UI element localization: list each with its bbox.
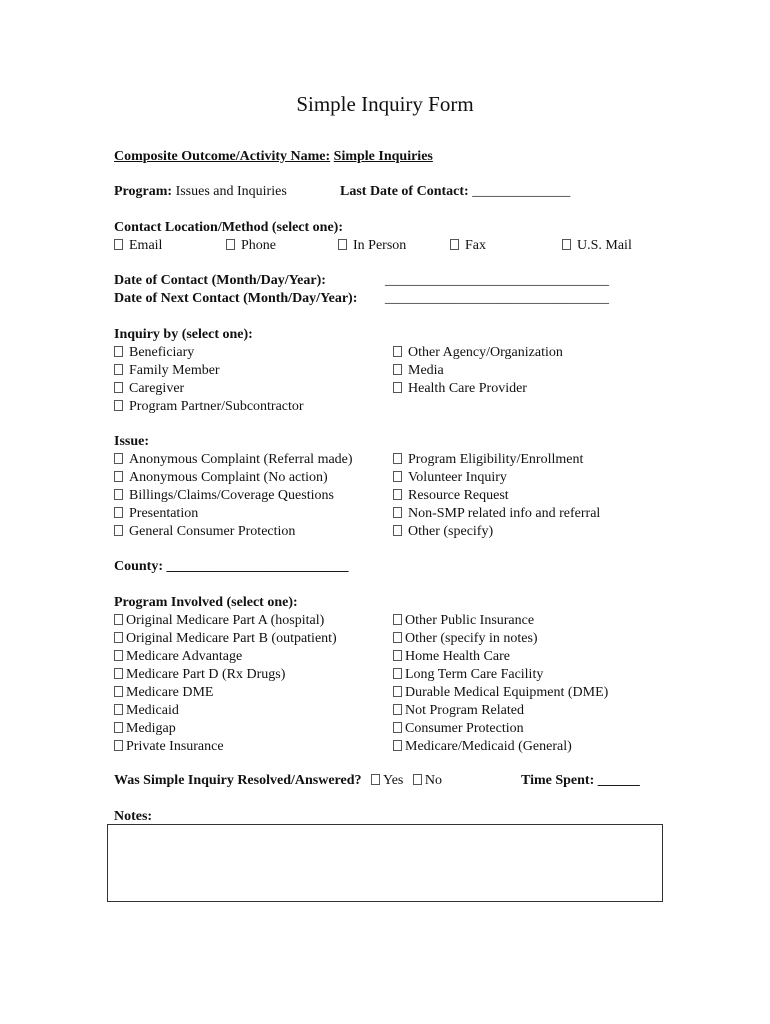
last-contact-line [340, 183, 570, 201]
program-option-label: Medicare DME [126, 685, 214, 700]
inquiry-by-heading-text: Inquiry by (select one): [114, 327, 253, 342]
composite-label: Composite Outcome/Activity Name: [114, 149, 331, 164]
issue-option[interactable] [114, 523, 353, 541]
checkbox-icon[interactable] [393, 382, 402, 393]
checkbox-icon[interactable] [114, 525, 123, 536]
checkbox-icon[interactable] [114, 704, 123, 715]
checkbox-icon[interactable] [114, 632, 123, 643]
checkbox-icon[interactable] [562, 239, 571, 250]
issue-left-column [114, 451, 353, 541]
checkbox-icon[interactable] [114, 239, 123, 250]
checkbox-icon[interactable] [114, 346, 123, 357]
checkbox-icon[interactable] [338, 239, 347, 250]
contact-option-email[interactable] [114, 237, 162, 255]
program-option[interactable] [393, 702, 608, 720]
contact-option-label: U.S. Mail [577, 238, 632, 253]
issue-option-label: Anonymous Complaint (No action) [129, 470, 328, 485]
contact-option-label: Email [129, 238, 163, 253]
program-option[interactable] [393, 612, 608, 630]
inquiry-option[interactable] [393, 380, 563, 398]
issue-option-label: Volunteer Inquiry [408, 470, 507, 485]
program-option[interactable] [393, 684, 608, 702]
contact-method-heading [114, 219, 343, 237]
checkbox-icon[interactable] [393, 650, 402, 661]
inquiry-by-left-column [114, 344, 304, 416]
checkbox-icon[interactable] [371, 774, 380, 785]
issue-option[interactable] [393, 451, 600, 469]
checkbox-icon[interactable] [393, 346, 402, 357]
program-option-label: Long Term Care Facility [405, 667, 544, 682]
program-involved-heading [114, 594, 298, 612]
checkbox-icon[interactable] [114, 722, 123, 733]
inquiry-option-label: Program Partner/Subcontractor [129, 399, 304, 414]
issue-option[interactable] [393, 505, 600, 523]
contact-option-label: Fax [465, 238, 486, 253]
checkbox-icon[interactable] [114, 740, 123, 751]
contact-option-in-person[interactable] [338, 237, 406, 255]
program-option[interactable] [393, 630, 608, 648]
issue-option[interactable] [393, 487, 600, 505]
last-contact-field[interactable]: ______________ [472, 184, 571, 199]
notes-textarea[interactable] [107, 824, 663, 902]
checkbox-icon[interactable] [114, 668, 123, 679]
program-option-label: Home Health Care [405, 649, 510, 664]
checkbox-icon[interactable] [393, 364, 402, 375]
inquiry-option-label: Beneficiary [129, 345, 195, 360]
resolved-yes-option[interactable] [371, 773, 403, 788]
date-of-next-contact-line [114, 290, 357, 308]
issue-option-label: Billings/Claims/Coverage Questions [129, 488, 334, 503]
time-spent-line [521, 772, 640, 790]
inquiry-option-label: Other Agency/Organization [408, 345, 563, 360]
contact-method-heading-text: Contact Location/Method (select one): [114, 220, 344, 235]
inquiry-option-label: Health Care Provider [408, 381, 527, 396]
checkbox-icon[interactable] [393, 614, 402, 625]
program-option-label: Consumer Protection [405, 721, 524, 736]
contact-option-label: In Person [353, 238, 407, 253]
checkbox-icon[interactable] [393, 632, 402, 643]
resolved-label: Was Simple Inquiry Resolved/Answered? [114, 773, 362, 788]
county-label: County: [114, 559, 164, 574]
program-option[interactable] [114, 666, 337, 684]
program-option[interactable] [393, 648, 608, 666]
checkbox-icon[interactable] [393, 740, 402, 751]
program-option[interactable] [114, 720, 337, 738]
resolved-no-option[interactable] [413, 773, 442, 788]
contact-option-fax[interactable] [450, 237, 486, 255]
inquiry-by-right-column [393, 344, 563, 398]
issue-option-label: Presentation [129, 506, 199, 521]
issue-option[interactable] [114, 451, 353, 469]
program-option[interactable] [393, 666, 608, 684]
issue-right-column [393, 451, 600, 541]
program-value: Issues and Inquiries [175, 184, 287, 199]
program-involved-heading-text: Program Involved (select one): [114, 595, 298, 610]
checkbox-icon[interactable] [393, 722, 402, 733]
checkbox-icon[interactable] [393, 471, 402, 482]
program-option-label: Other Public Insurance [405, 613, 535, 628]
inquiry-option-label: Caregiver [129, 381, 185, 396]
issue-option-label: Non-SMP related info and referral [408, 506, 601, 521]
program-option-label: Other (specify in notes) [405, 631, 538, 646]
inquiry-option[interactable] [393, 362, 563, 380]
issue-option[interactable] [114, 505, 353, 523]
checkbox-icon[interactable] [450, 239, 459, 250]
last-contact-label: Last Date of Contact: [340, 184, 469, 199]
issue-heading [114, 433, 149, 451]
issue-option-label: Resource Request [408, 488, 509, 503]
issue-option-label: Other (specify) [408, 524, 494, 539]
checkbox-icon[interactable] [114, 614, 123, 625]
issue-option-label: General Consumer Protection [129, 524, 296, 539]
inquiry-option[interactable] [393, 344, 563, 362]
checkbox-icon[interactable] [114, 400, 123, 411]
program-option[interactable] [114, 630, 337, 648]
checkbox-icon[interactable] [393, 686, 402, 697]
county-line [114, 558, 349, 576]
program-line [114, 183, 287, 201]
inquiry-option[interactable] [114, 398, 304, 416]
program-option-label: Not Program Related [405, 703, 524, 718]
checkbox-icon[interactable] [114, 453, 123, 464]
issue-option[interactable] [114, 469, 353, 487]
issue-option[interactable] [393, 469, 600, 487]
resolved-line [114, 772, 442, 790]
checkbox-icon[interactable] [393, 668, 402, 679]
inquiry-option[interactable] [114, 344, 304, 362]
issue-option[interactable] [393, 523, 600, 541]
program-option[interactable] [114, 612, 337, 630]
composite-value: Simple Inquiries [333, 149, 433, 164]
date-of-contact-field[interactable]: ________________________________ [385, 273, 609, 288]
program-option-label: Original Medicare Part B (outpatient) [126, 631, 337, 646]
checkbox-icon[interactable] [114, 507, 123, 518]
checkbox-icon[interactable] [393, 453, 402, 464]
program-option-label: Durable Medical Equipment (DME) [405, 685, 609, 700]
date-of-contact-line [114, 272, 326, 290]
composite-outcome-line [114, 148, 433, 166]
issue-option-label: Anonymous Complaint (Referral made) [129, 452, 353, 467]
checkbox-icon[interactable] [226, 239, 235, 250]
program-involved-right-column [393, 612, 608, 756]
program-option-label: Medicaid [126, 703, 179, 718]
contact-option-label: Phone [241, 238, 276, 253]
checkbox-icon[interactable] [114, 489, 123, 500]
county-field[interactable]: __________________________ [166, 559, 349, 574]
program-option[interactable] [114, 684, 337, 702]
program-involved-left-column [114, 612, 337, 756]
program-option-label: Private Insurance [126, 739, 224, 754]
resolved-no-label: No [424, 773, 442, 788]
page-title: Simple Inquiry Form [296, 92, 474, 116]
notes-label: Notes: [114, 809, 153, 824]
checkbox-icon[interactable] [114, 686, 123, 697]
issue-option-label: Program Eligibility/Enrollment [408, 452, 584, 467]
contact-option-phone[interactable] [226, 237, 276, 255]
resolved-yes-label: Yes [383, 773, 404, 788]
checkbox-icon[interactable] [393, 489, 402, 500]
date-of-next-contact-field[interactable]: ________________________________ [385, 291, 609, 306]
program-option-label: Medicare Part D (Rx Drugs) [126, 667, 286, 682]
program-label: Program: [114, 184, 173, 199]
checkbox-icon[interactable] [393, 507, 402, 518]
inquiry-option[interactable] [114, 362, 304, 380]
time-spent-field[interactable]: ______ [597, 773, 640, 788]
checkbox-icon[interactable] [114, 364, 123, 375]
checkbox-icon[interactable] [393, 704, 402, 715]
checkbox-icon[interactable] [114, 382, 123, 393]
date-of-contact-label: Date of Contact (Month/Day/Year): [114, 273, 326, 288]
checkbox-icon[interactable] [114, 650, 123, 661]
inquiry-option-label: Media [408, 363, 444, 378]
program-option-label: Medigap [126, 721, 176, 736]
inquiry-by-heading [114, 326, 253, 344]
inquiry-option[interactable] [114, 380, 304, 398]
time-spent-label: Time Spent: [521, 773, 595, 788]
program-option[interactable] [393, 720, 608, 738]
issue-heading-text: Issue: [114, 434, 150, 449]
program-option-label: Medicare/Medicaid (General) [405, 739, 572, 754]
program-option[interactable] [114, 648, 337, 666]
checkbox-icon[interactable] [413, 774, 422, 785]
issue-option[interactable] [114, 487, 353, 505]
contact-option-us-mail[interactable] [562, 237, 632, 255]
program-option[interactable] [393, 738, 608, 756]
checkbox-icon[interactable] [114, 471, 123, 482]
program-option[interactable] [114, 738, 337, 756]
program-option-label: Original Medicare Part A (hospital) [126, 613, 325, 628]
program-option-label: Medicare Advantage [126, 649, 243, 664]
date-of-next-contact-label: Date of Next Contact (Month/Day/Year): [114, 291, 358, 306]
program-option[interactable] [114, 702, 337, 720]
inquiry-option-label: Family Member [129, 363, 220, 378]
checkbox-icon[interactable] [393, 525, 402, 536]
